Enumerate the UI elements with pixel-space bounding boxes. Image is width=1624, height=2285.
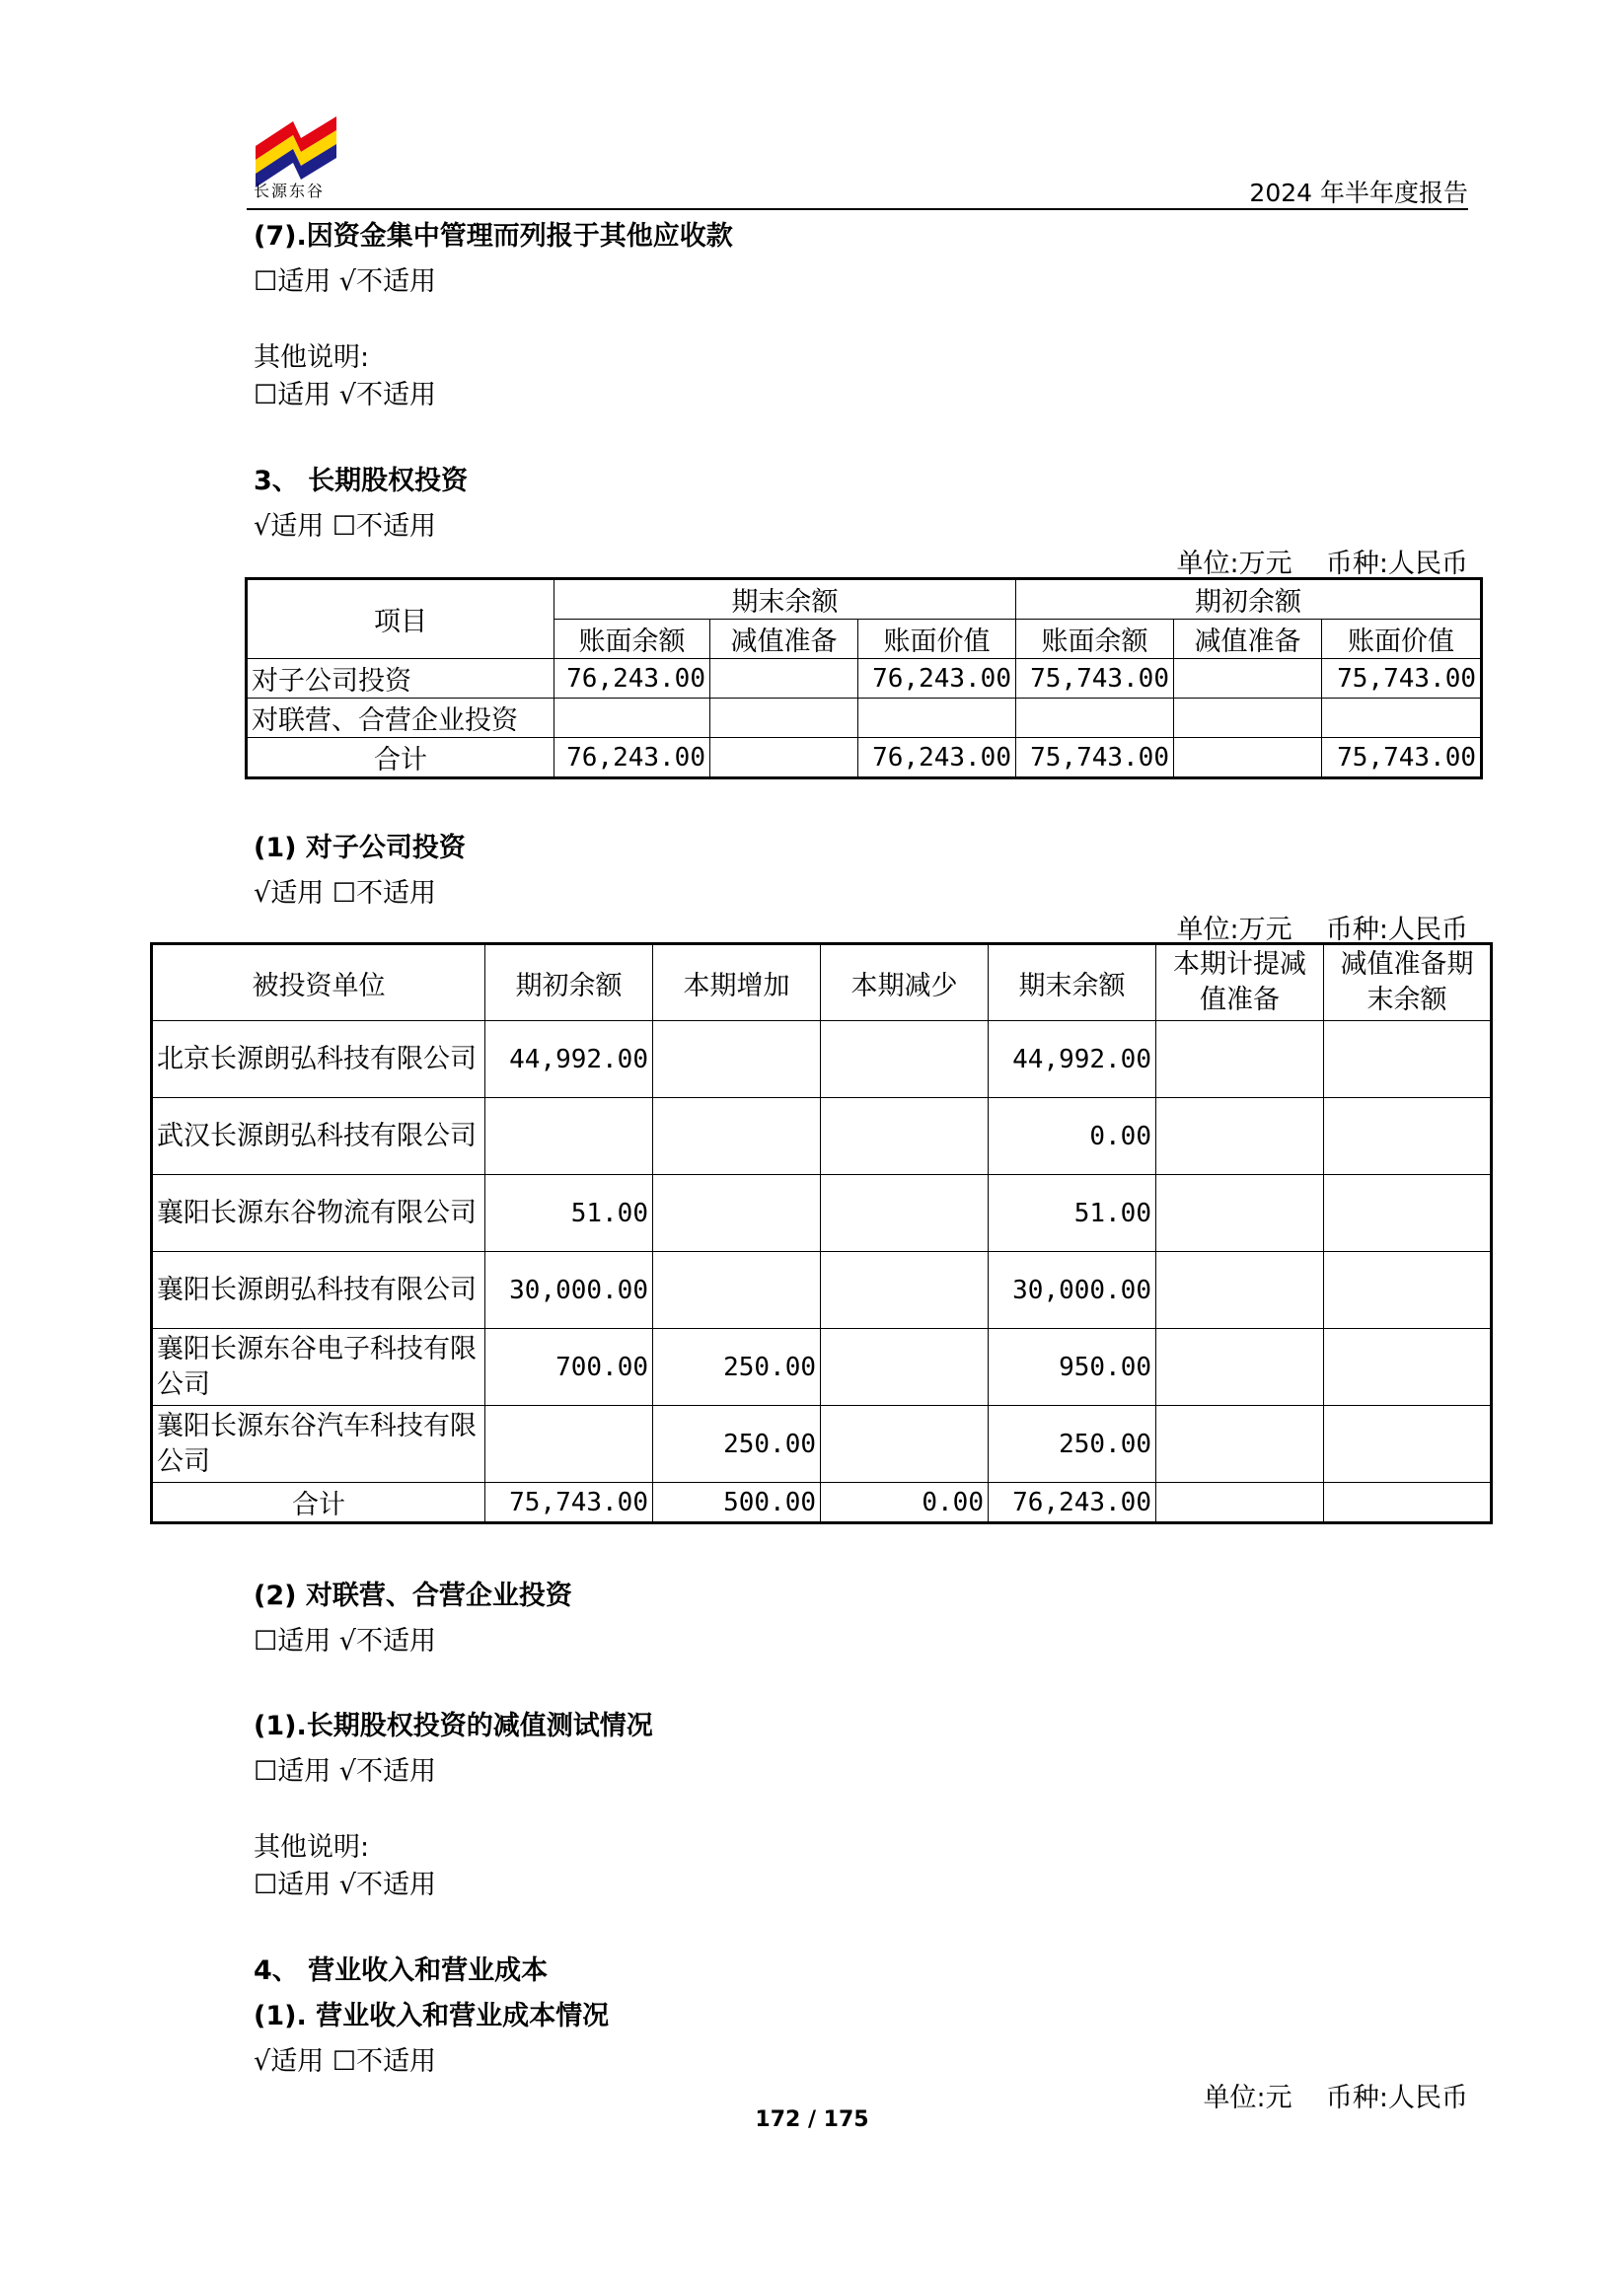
cell: 51.00 xyxy=(989,1175,1156,1252)
cell: 30,000.00 xyxy=(485,1252,653,1329)
impairment-other-applicability: ☐适用 √不适用 xyxy=(254,1870,436,1900)
cell xyxy=(710,699,858,738)
cell: 76,243.00 xyxy=(554,738,710,778)
cell: 51.00 xyxy=(485,1175,653,1252)
row-label: 对联营、合营企业投资 xyxy=(247,699,554,738)
cell: 75,743.00 xyxy=(1322,659,1482,699)
cell: 75,743.00 xyxy=(485,1483,653,1523)
table-row xyxy=(152,1098,1492,1175)
impairment-test-title: (1).长期股权投资的减值测试情况 xyxy=(254,1711,653,1741)
investee-name: 襄阳长源朗弘科技有限公司 xyxy=(152,1252,485,1329)
table-row xyxy=(152,1329,1492,1406)
cell: 75,743.00 xyxy=(1322,738,1482,778)
cell: 75,743.00 xyxy=(1016,659,1174,699)
cell xyxy=(653,1021,821,1098)
cell xyxy=(1324,1098,1492,1175)
cell: 250.00 xyxy=(653,1406,821,1483)
cell xyxy=(821,1252,989,1329)
header-increase: 本期增加 xyxy=(653,944,821,1021)
impairment-test-applicability: ☐适用 √不适用 xyxy=(254,1756,436,1787)
cell xyxy=(1156,1406,1324,1483)
sub-header: 账面余额 xyxy=(554,620,710,659)
cell: 76,243.00 xyxy=(858,659,1016,699)
row-label: 对子公司投资 xyxy=(247,659,554,699)
cell xyxy=(710,659,858,699)
investee-name: 襄阳长源东谷汽车科技有限公司 xyxy=(152,1406,485,1483)
cell: 950.00 xyxy=(989,1329,1156,1406)
section-3-applicability: √适用 ☐不适用 xyxy=(254,511,436,542)
cell: 44,992.00 xyxy=(989,1021,1156,1098)
page-number: 172 / 175 xyxy=(755,2107,869,2132)
cell xyxy=(821,1329,989,1406)
cell: 500.00 xyxy=(653,1483,821,1523)
cell: 0.00 xyxy=(989,1098,1156,1175)
section-7-other-label: 其他说明: xyxy=(254,342,370,373)
section-4-1-title: (1). 营业收入和营业成本情况 xyxy=(254,2001,610,2031)
cell xyxy=(1156,1483,1324,1523)
cell xyxy=(710,738,858,778)
cell xyxy=(485,1098,653,1175)
investee-name: 襄阳长源东谷物流有限公司 xyxy=(152,1175,485,1252)
investee-name: 襄阳长源东谷电子科技有限公司 xyxy=(152,1329,485,1406)
cell xyxy=(1324,1483,1492,1523)
table-row xyxy=(152,1021,1492,1098)
cell xyxy=(1174,738,1322,778)
investee-name: 北京长源朗弘科技有限公司 xyxy=(152,1021,485,1098)
cell xyxy=(1174,659,1322,699)
cell xyxy=(653,1252,821,1329)
section-3-1-title: (1) 对子公司投资 xyxy=(254,833,466,863)
table-row xyxy=(247,659,1482,699)
header-item: 项目 xyxy=(247,579,554,659)
table-row xyxy=(247,699,1482,738)
section-3-2-applicability: ☐适用 √不适用 xyxy=(254,1626,436,1657)
cell: 44,992.00 xyxy=(485,1021,653,1098)
investee-name: 武汉长源朗弘科技有限公司 xyxy=(152,1098,485,1175)
cell xyxy=(858,699,1016,738)
cell xyxy=(554,699,710,738)
cell xyxy=(821,1098,989,1175)
header-begin: 期初余额 xyxy=(485,944,653,1021)
cell xyxy=(653,1175,821,1252)
cell: 700.00 xyxy=(485,1329,653,1406)
cell: 75,743.00 xyxy=(1016,738,1174,778)
table-row xyxy=(152,1175,1492,1252)
cell xyxy=(1156,1175,1324,1252)
cell xyxy=(1324,1252,1492,1329)
section-4-applicability: √适用 ☐不适用 xyxy=(254,2046,436,2077)
header-impairment-end: 减值准备期末余额 xyxy=(1324,944,1492,1021)
impairment-other-label: 其他说明: xyxy=(254,1832,370,1863)
cell: 250.00 xyxy=(989,1406,1156,1483)
report-title: 2024 年半年度报告 xyxy=(1249,179,1468,207)
cell xyxy=(1324,1329,1492,1406)
header-decrease: 本期减少 xyxy=(821,944,989,1021)
cell xyxy=(1174,699,1322,738)
header-impairment-provision: 本期计提减值准备 xyxy=(1156,944,1324,1021)
sub-header: 减值准备 xyxy=(1174,620,1322,659)
cell xyxy=(1324,1406,1492,1483)
section-3-1-unit: 单位:万元 币种:人民币 xyxy=(1176,915,1468,945)
table-row xyxy=(152,1406,1492,1483)
logo-text: 长源东谷 xyxy=(254,182,326,200)
header-begin-balance: 期初余额 xyxy=(1016,579,1482,620)
section-7-other-applicability: ☐适用 √不适用 xyxy=(254,380,436,410)
section-7-applicability: ☐适用 √不适用 xyxy=(254,266,436,297)
sub-header: 账面余额 xyxy=(1016,620,1174,659)
section-3-title: 3、 长期股权投资 xyxy=(254,466,469,496)
section-3-1-applicability: √适用 ☐不适用 xyxy=(254,878,436,909)
cell xyxy=(1156,1098,1324,1175)
section-3-2-title: (2) 对联营、合营企业投资 xyxy=(254,1581,572,1611)
cell xyxy=(1324,1175,1492,1252)
header-rule xyxy=(247,208,1468,210)
cell xyxy=(1156,1021,1324,1098)
sub-header: 账面价值 xyxy=(858,620,1016,659)
cell xyxy=(1324,1021,1492,1098)
table-row xyxy=(152,1252,1492,1329)
sub-header: 减值准备 xyxy=(710,620,858,659)
row-label: 合计 xyxy=(247,738,554,778)
section-4-unit: 单位:元 币种:人民币 xyxy=(1203,2083,1468,2113)
subsidiary-investment-table xyxy=(150,942,1493,1524)
cell: 76,243.00 xyxy=(554,659,710,699)
header-end-balance: 期末余额 xyxy=(554,579,1016,620)
cell xyxy=(821,1021,989,1098)
cell xyxy=(821,1406,989,1483)
cell xyxy=(653,1098,821,1175)
header-investee: 被投资单位 xyxy=(152,944,485,1021)
row-label: 合计 xyxy=(152,1483,485,1523)
cell xyxy=(821,1175,989,1252)
cell: 76,243.00 xyxy=(989,1483,1156,1523)
table-row-total xyxy=(247,738,1482,778)
cell xyxy=(1322,699,1482,738)
long-term-equity-table xyxy=(245,577,1483,779)
section-4-title: 4、 营业收入和营业成本 xyxy=(254,1955,549,1986)
cell xyxy=(1156,1329,1324,1406)
section-3-unit: 单位:万元 币种:人民币 xyxy=(1176,549,1468,579)
section-7-title: (7).因资金集中管理而列报于其他应收款 xyxy=(254,221,733,252)
cell: 250.00 xyxy=(653,1329,821,1406)
cell xyxy=(485,1406,653,1483)
header-end: 期末余额 xyxy=(989,944,1156,1021)
table-row-total xyxy=(152,1483,1492,1523)
cell: 30,000.00 xyxy=(989,1252,1156,1329)
sub-header: 账面价值 xyxy=(1322,620,1482,659)
cell xyxy=(1156,1252,1324,1329)
cell xyxy=(1016,699,1174,738)
cell: 76,243.00 xyxy=(858,738,1016,778)
cell: 0.00 xyxy=(821,1483,989,1523)
